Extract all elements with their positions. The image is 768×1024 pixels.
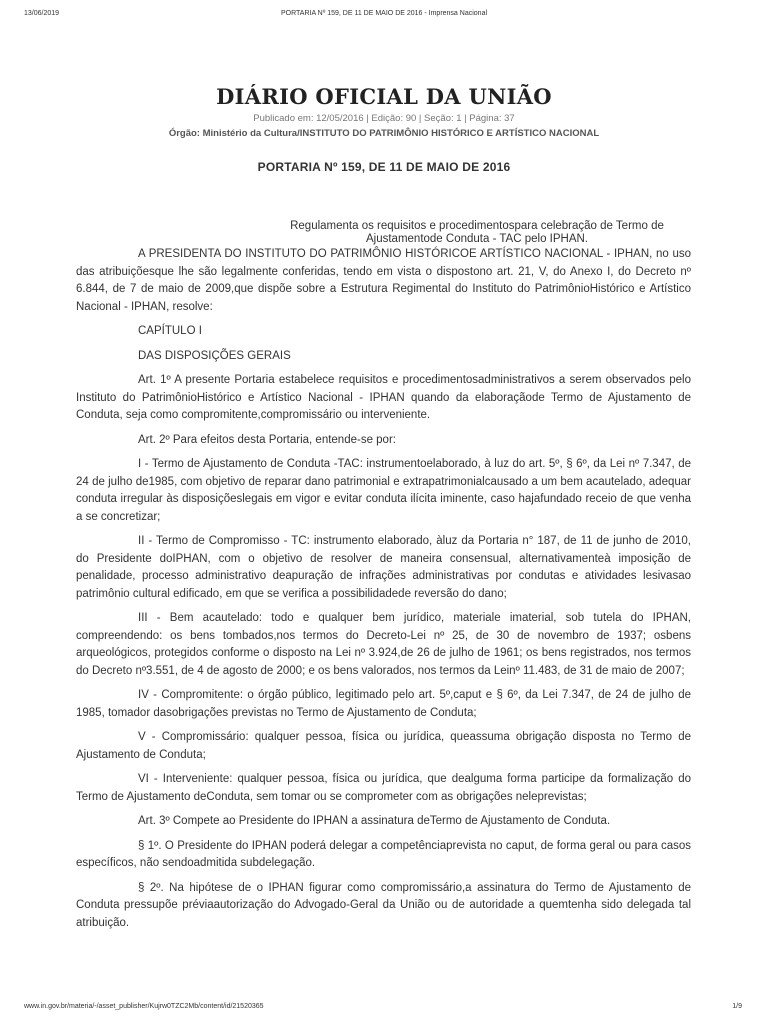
orgao-line: Órgão: Ministério da Cultura/INSTITUTO DO PATRIMÔNIO HISTÓRICO E ARTÍSTICO NACIONAL (168, 128, 600, 139)
paragraph-item-iv: IV - Compromitente: o órgão público, legitimado pelo art. 5º,caput e § 6º, da Lei 7.347, de 24 de julho de 1985, tomador dasobrigações previstas no Termo de Ajustamento de Conduta; (76, 689, 691, 719)
print-footer-page-number: 1/9 (732, 1003, 742, 1010)
paragraph-preamble: A PRESIDENTA DO INSTITUTO DO PATRIMÔNIO HISTÓRICOE ARTÍSTICO NACIONAL - IPHAN, no uso das atribuiçõesque lhe são legalmente conferidas, tendo em vista o dispostono art. 21, V, do Anexo I, do Decreto nº 6.844, de 7 de maio de 2009,que dispõe sobre a Estrutura Regimental do Instituto do PatrimônioHistórico e Artístico Nacional - IPHAN, resolve: (76, 248, 691, 313)
print-footer-url[interactable]: www.in.gov.br/materia/-/asset_publisher/Kujrw0TZC2Mb/content/id/21520365 (24, 1003, 264, 1010)
paragraph-item-v: V - Compromissário: qualquer pessoa, física ou jurídica, queassuma obrigação disposta no Termo de Ajustamento de Conduta; (76, 731, 691, 761)
masthead: DIÁRIO OFICIAL DA UNIÃO (216, 84, 552, 109)
paragraph-art-3: Art. 3º Compete ao Presidente do IPHAN a assinatura deTermo de Ajustamento de Conduta. (138, 815, 611, 827)
paragraph-sec-1: § 1º. O Presidente do IPHAN poderá delegar a competênciaprevista no caput, de forma geral ou para casos específicos, não sendoadmitida subdelegação. (76, 839, 691, 869)
portaria-title: PORTARIA Nº 159, DE 11 DE MAIO DE 2016 (257, 160, 511, 174)
print-header-title: PORTARIA Nº 159, DE 11 DE MAIO DE 2016 - Imprensa Nacional (280, 10, 488, 17)
document-body (76, 246, 691, 939)
chapter-subheading: DAS DISPOSIÇÕES GERAIS (138, 349, 291, 362)
paragraph-item-iii: III - Bem acautelado: todo e qualquer bem jurídico, materiale imaterial, sob tutela do IPHAN, compreendendo: os bens tombados,nos termos do Decreto-Lei nº 25, de 30 de novembro de 1937; osbens arqueológicos, protegidos conforme o disposto na Lei nº 3.924,de 26 de julho de 1961; os bens registrados, nos termos do Decreto nº3.551, de 4 de agosto de 2000; e os bens valorados, nos termos da Leinº 11.483, de 31 de maio de 2007; (76, 612, 691, 677)
paragraph-sec-2: § 2º. Na hipótese de o IPHAN figurar como compromissário,a assinatura do Termo de Ajustamento de Conduta pressupõe préviaautorização do Advogado-Geral da União ou de autoridade a quemtenha sido delegada tal atribuição. (76, 881, 691, 929)
paragraph-item-i: I - Termo de Ajustamento de Conduta -TAC: instrumentoelaborado, à luz do art. 5º, § 6º, da Lei nº 7.347, de 24 de julho de1985, com objetivo de reparar dano patrimonial e extrapatrimonialcausado a um bem acautelado, adequar conduta irregular às disposiçõeslegais em vigor e evitar conduta ilícita iminente, caso hajafundado receio de que venha a se concretizar; (76, 458, 691, 523)
paragraph-art-2: Art. 2º Para efeitos desta Portaria, entende-se por: (138, 433, 396, 446)
publication-info: Publicado em: 12/05/2016 | Edição: 90 | Seção: 1 | Página: 37 (253, 113, 515, 124)
paragraph-art-1: Art. 1º A presente Portaria estabelece requisitos e procedimentosadministrativos a serem observados pelo Instituto do PatrimônioHistórico e Artístico Nacional - IPHAN quando da elaboraçãode Termo de Ajustamento de Conduta, seja como compromitente,compromissário ou interveniente. (76, 374, 691, 421)
paragraph-item-vi: VI - Interveniente: qualquer pessoa, física ou jurídica, que dealguma forma participe da formalização do Termo de Ajustamento deConduta, sem tomar ou se comprometer com as obrigações neleprevistas; (76, 773, 691, 803)
paragraph-item-ii: II - Termo de Compromisso - TC: instrumento elaborado, àluz da Portaria n° 187, de 11 de junho de 2010, do Presidente doIPHAN, com o objetivo de resolver de maneira consensual, alternativamenteà imposição de penalidade, processo administrativo deapuração de infrações administrativas por condutas e atividades lesivasao patrimônio cultural edificado, em que se verifica a possibilidadede reversão do dano; (76, 535, 691, 600)
ementa: Regulamenta os requisitos e procedimentospara celebração de Termo de Ajustamentode Conduta - TAC pelo IPHAN. (290, 220, 664, 245)
chapter-heading: CAPÍTULO I (138, 325, 202, 337)
print-header-date: 13/06/2019 (24, 10, 60, 17)
